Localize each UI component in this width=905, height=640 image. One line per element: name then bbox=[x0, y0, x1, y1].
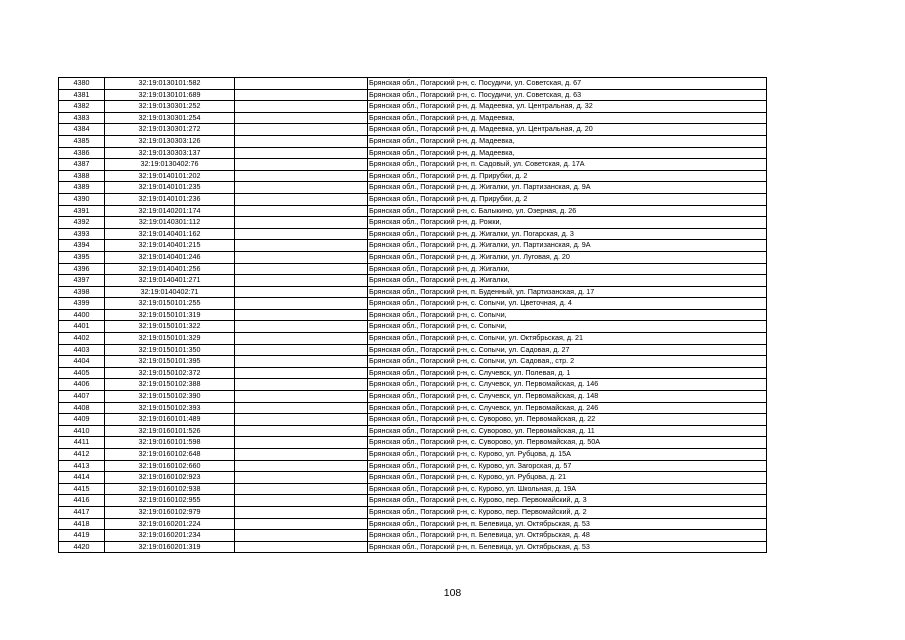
cadastral-number: 32:19:0160101:489 bbox=[105, 414, 235, 426]
empty-cell bbox=[235, 309, 368, 321]
empty-cell bbox=[235, 333, 368, 345]
address-cell: Брянская обл., Погарский р-н, с. Суворово, ул. Первомайская, д. 22 bbox=[368, 414, 767, 426]
table-row bbox=[59, 286, 767, 298]
row-number: 4391 bbox=[59, 205, 105, 217]
address-cell: Брянская обл., Погарский р-н, д. Мадеевка, bbox=[368, 112, 767, 124]
row-number: 4395 bbox=[59, 251, 105, 263]
row-number: 4409 bbox=[59, 414, 105, 426]
table-row bbox=[59, 228, 767, 240]
row-number: 4396 bbox=[59, 263, 105, 275]
address-cell: Брянская обл., Погарский р-н, п. Белевица, ул. Октябрьская, д. 48 bbox=[368, 530, 767, 542]
row-number: 4413 bbox=[59, 460, 105, 472]
address-cell: Брянская обл., Погарский р-н, д. Жигалки, ул. Партизанская, д. 9А bbox=[368, 182, 767, 194]
cadastral-number: 32:19:0140301:112 bbox=[105, 217, 235, 229]
cadastral-number: 32:19:0130303:126 bbox=[105, 135, 235, 147]
row-number: 4397 bbox=[59, 275, 105, 287]
row-number: 4381 bbox=[59, 89, 105, 101]
row-number: 4380 bbox=[59, 78, 105, 90]
row-number: 4418 bbox=[59, 518, 105, 530]
empty-cell bbox=[235, 518, 368, 530]
cadastral-number: 32:19:0140401:256 bbox=[105, 263, 235, 275]
address-cell: Брянская обл., Погарский р-н, д. Жигалки, ул. Партизанская, д. 9А bbox=[368, 240, 767, 252]
cadastral-number: 32:19:0150101:329 bbox=[105, 333, 235, 345]
cadastral-number: 32:19:0160101:598 bbox=[105, 437, 235, 449]
empty-cell bbox=[235, 530, 368, 542]
table-row bbox=[59, 414, 767, 426]
table-row bbox=[59, 309, 767, 321]
cadastral-number: 32:19:0130101:689 bbox=[105, 89, 235, 101]
cadastral-number: 32:19:0150101:319 bbox=[105, 309, 235, 321]
address-cell: Брянская обл., Погарский р-н, п. Белевица, ул. Октябрьская, д. 53 bbox=[368, 541, 767, 553]
empty-cell bbox=[235, 193, 368, 205]
address-cell: Брянская обл., Погарский р-н, с. Курово, ул. Школьная, д. 19А bbox=[368, 483, 767, 495]
table-row bbox=[59, 425, 767, 437]
cadastral-number: 32:19:0140101:236 bbox=[105, 193, 235, 205]
table-row bbox=[59, 193, 767, 205]
table-row bbox=[59, 333, 767, 345]
row-number: 4411 bbox=[59, 437, 105, 449]
address-cell: Брянская обл., Погарский р-н, с. Случевск, ул. Первомайская, д. 146 bbox=[368, 379, 767, 391]
row-number: 4405 bbox=[59, 367, 105, 379]
address-cell: Брянская обл., Погарский р-н, д. Жигалки, bbox=[368, 275, 767, 287]
page-number: 108 bbox=[443, 587, 462, 599]
row-number: 4410 bbox=[59, 425, 105, 437]
table-row bbox=[59, 530, 767, 542]
empty-cell bbox=[235, 78, 368, 90]
empty-cell bbox=[235, 275, 368, 287]
table-row bbox=[59, 344, 767, 356]
address-cell: Брянская обл., Погарский р-н, д. Прирубки, д. 2 bbox=[368, 170, 767, 182]
cadastral-number: 32:19:0160102:955 bbox=[105, 495, 235, 507]
row-number: 4389 bbox=[59, 182, 105, 194]
row-number: 4382 bbox=[59, 101, 105, 113]
empty-cell bbox=[235, 251, 368, 263]
address-cell: Брянская обл., Погарский р-н, с. Курово, пер. Первомайский, д. 2 bbox=[368, 506, 767, 518]
empty-cell bbox=[235, 240, 368, 252]
row-number: 4393 bbox=[59, 228, 105, 240]
row-number: 4417 bbox=[59, 506, 105, 518]
address-cell: Брянская обл., Погарский р-н, с. Посудичи, ул. Советская, д. 63 bbox=[368, 89, 767, 101]
cadastral-number: 32:19:0150102:390 bbox=[105, 391, 235, 403]
property-table bbox=[58, 77, 767, 553]
empty-cell bbox=[235, 321, 368, 333]
address-cell: Брянская обл., Погарский р-н, с. Сопычи, ул. Октябрьская, д. 21 bbox=[368, 333, 767, 345]
empty-cell bbox=[235, 89, 368, 101]
empty-cell bbox=[235, 217, 368, 229]
cadastral-number: 32:19:0140101:202 bbox=[105, 170, 235, 182]
table-row bbox=[59, 205, 767, 217]
table-row bbox=[59, 367, 767, 379]
table-row bbox=[59, 240, 767, 252]
empty-cell bbox=[235, 391, 368, 403]
table-row bbox=[59, 147, 767, 159]
address-cell: Брянская обл., Погарский р-н, с. Курово, пер. Первомайский, д. 3 bbox=[368, 495, 767, 507]
row-number: 4403 bbox=[59, 344, 105, 356]
table-row bbox=[59, 135, 767, 147]
empty-cell bbox=[235, 425, 368, 437]
table-row bbox=[59, 541, 767, 553]
table-row bbox=[59, 124, 767, 136]
cadastral-number: 32:19:0140401:162 bbox=[105, 228, 235, 240]
row-number: 4394 bbox=[59, 240, 105, 252]
empty-cell bbox=[235, 298, 368, 310]
cadastral-number: 32:19:0160102:923 bbox=[105, 472, 235, 484]
cadastral-number: 32:19:0160201:234 bbox=[105, 530, 235, 542]
cadastral-number: 32:19:0140402:71 bbox=[105, 286, 235, 298]
row-number: 4388 bbox=[59, 170, 105, 182]
row-number: 4408 bbox=[59, 402, 105, 414]
address-cell: Брянская обл., Погарский р-н, д. Мадеевка, ул. Центральная, д. 20 bbox=[368, 124, 767, 136]
cadastral-number: 32:19:0160102:660 bbox=[105, 460, 235, 472]
address-cell: Брянская обл., Погарский р-н, с. Случевск, ул. Полевая, д. 1 bbox=[368, 367, 767, 379]
address-cell: Брянская обл., Погарский р-н, с. Курово, ул. Загорская, д. 57 bbox=[368, 460, 767, 472]
empty-cell bbox=[235, 460, 368, 472]
table-row bbox=[59, 495, 767, 507]
empty-cell bbox=[235, 205, 368, 217]
empty-cell bbox=[235, 159, 368, 171]
cadastral-number: 32:19:0150102:372 bbox=[105, 367, 235, 379]
table-row bbox=[59, 298, 767, 310]
address-cell: Брянская обл., Погарский р-н, с. Курово, ул. Рубцова, д. 15А bbox=[368, 449, 767, 461]
address-cell: Брянская обл., Погарский р-н, с. Случевск, ул. Первомайская, д. 148 bbox=[368, 391, 767, 403]
address-cell: Брянская обл., Погарский р-н, с. Сопычи, ул. Садовая, д. 27 bbox=[368, 344, 767, 356]
empty-cell bbox=[235, 379, 368, 391]
address-cell: Брянская обл., Погарский р-н, д. Жигалки, ул. Погарская, д. 3 bbox=[368, 228, 767, 240]
address-cell: Брянская обл., Погарский р-н, с. Сопычи, bbox=[368, 309, 767, 321]
empty-cell bbox=[235, 414, 368, 426]
row-number: 4392 bbox=[59, 217, 105, 229]
address-cell: Брянская обл., Погарский р-н, с. Сопычи, ул. Садовая,, стр. 2 bbox=[368, 356, 767, 368]
cadastral-number: 32:19:0150101:395 bbox=[105, 356, 235, 368]
table-row bbox=[59, 391, 767, 403]
cadastral-number: 32:19:0150101:255 bbox=[105, 298, 235, 310]
cadastral-number: 32:19:0140201:174 bbox=[105, 205, 235, 217]
address-cell: Брянская обл., Погарский р-н, с. Суворово, ул. Первомайская, д. 11 bbox=[368, 425, 767, 437]
table-row bbox=[59, 251, 767, 263]
address-cell: Брянская обл., Погарский р-н, д. Жигалки, ул. Луговая, д. 20 bbox=[368, 251, 767, 263]
empty-cell bbox=[235, 135, 368, 147]
row-number: 4390 bbox=[59, 193, 105, 205]
row-number: 4412 bbox=[59, 449, 105, 461]
table-row bbox=[59, 506, 767, 518]
empty-cell bbox=[235, 344, 368, 356]
cadastral-number: 32:19:0140401:246 bbox=[105, 251, 235, 263]
cadastral-number: 32:19:0130301:254 bbox=[105, 112, 235, 124]
row-number: 4386 bbox=[59, 147, 105, 159]
table-row bbox=[59, 518, 767, 530]
table-row bbox=[59, 402, 767, 414]
table-row bbox=[59, 460, 767, 472]
address-cell: Брянская обл., Погарский р-н, д. Рожки, bbox=[368, 217, 767, 229]
row-number: 4385 bbox=[59, 135, 105, 147]
row-number: 4404 bbox=[59, 356, 105, 368]
table-row bbox=[59, 483, 767, 495]
cadastral-number: 32:19:0140401:271 bbox=[105, 275, 235, 287]
table-row bbox=[59, 472, 767, 484]
table-row bbox=[59, 78, 767, 90]
address-cell: Брянская обл., Погарский р-н, с. Сопычи, ул. Цветочная, д. 4 bbox=[368, 298, 767, 310]
empty-cell bbox=[235, 506, 368, 518]
row-number: 4384 bbox=[59, 124, 105, 136]
cadastral-number: 32:19:0150102:393 bbox=[105, 402, 235, 414]
cadastral-number: 32:19:0140101:235 bbox=[105, 182, 235, 194]
table-row bbox=[59, 449, 767, 461]
address-cell: Брянская обл., Погарский р-н, д. Мадеевка, bbox=[368, 147, 767, 159]
empty-cell bbox=[235, 483, 368, 495]
row-number: 4420 bbox=[59, 541, 105, 553]
address-cell: Брянская обл., Погарский р-н, п. Буденный, ул. Партизанская, д. 17 bbox=[368, 286, 767, 298]
empty-cell bbox=[235, 286, 368, 298]
cadastral-number: 32:19:0160101:526 bbox=[105, 425, 235, 437]
table-row bbox=[59, 89, 767, 101]
empty-cell bbox=[235, 147, 368, 159]
empty-cell bbox=[235, 472, 368, 484]
cadastral-number: 32:19:0160201:224 bbox=[105, 518, 235, 530]
address-cell: Брянская обл., Погарский р-н, д. Мадеевка, ул. Центральная, д. 32 bbox=[368, 101, 767, 113]
cadastral-number: 32:19:0140401:215 bbox=[105, 240, 235, 252]
cadastral-number: 32:19:0130402:76 bbox=[105, 159, 235, 171]
empty-cell bbox=[235, 112, 368, 124]
cadastral-number: 32:19:0160201:319 bbox=[105, 541, 235, 553]
row-number: 4415 bbox=[59, 483, 105, 495]
address-cell: Брянская обл., Погарский р-н, с. Сопычи, bbox=[368, 321, 767, 333]
address-cell: Брянская обл., Погарский р-н, с. Посудичи, ул. Советская, д. 67 bbox=[368, 78, 767, 90]
table-body bbox=[59, 78, 767, 553]
row-number: 4401 bbox=[59, 321, 105, 333]
row-number: 4399 bbox=[59, 298, 105, 310]
empty-cell bbox=[235, 495, 368, 507]
row-number: 4402 bbox=[59, 333, 105, 345]
empty-cell bbox=[235, 449, 368, 461]
table-row bbox=[59, 356, 767, 368]
row-number: 4416 bbox=[59, 495, 105, 507]
table-row bbox=[59, 275, 767, 287]
address-cell: Брянская обл., Погарский р-н, п. Садовый, ул. Советская, д. 17А bbox=[368, 159, 767, 171]
empty-cell bbox=[235, 101, 368, 113]
table-row bbox=[59, 182, 767, 194]
row-number: 4387 bbox=[59, 159, 105, 171]
table-row bbox=[59, 101, 767, 113]
cadastral-number: 32:19:0130303:137 bbox=[105, 147, 235, 159]
address-cell: Брянская обл., Погарский р-н, с. Курово, ул. Рубцова, д. 21 bbox=[368, 472, 767, 484]
empty-cell bbox=[235, 124, 368, 136]
address-cell: Брянская обл., Погарский р-н, д. Жигалки, bbox=[368, 263, 767, 275]
empty-cell bbox=[235, 263, 368, 275]
table-row bbox=[59, 437, 767, 449]
address-cell: Брянская обл., Погарский р-н, д. Прирубки, д. 2 bbox=[368, 193, 767, 205]
table-row bbox=[59, 170, 767, 182]
table-row bbox=[59, 379, 767, 391]
row-number: 4383 bbox=[59, 112, 105, 124]
cadastral-number: 32:19:0130301:272 bbox=[105, 124, 235, 136]
table-row bbox=[59, 217, 767, 229]
empty-cell bbox=[235, 356, 368, 368]
cadastral-number: 32:19:0150101:322 bbox=[105, 321, 235, 333]
row-number: 4400 bbox=[59, 309, 105, 321]
cadastral-number: 32:19:0150101:350 bbox=[105, 344, 235, 356]
table-row bbox=[59, 321, 767, 333]
table-row bbox=[59, 112, 767, 124]
address-cell: Брянская обл., Погарский р-н, с. Суворово, ул. Первомайская, д. 50А bbox=[368, 437, 767, 449]
empty-cell bbox=[235, 437, 368, 449]
table-row bbox=[59, 263, 767, 275]
empty-cell bbox=[235, 402, 368, 414]
empty-cell bbox=[235, 228, 368, 240]
address-cell: Брянская обл., Погарский р-н, п. Белевица, ул. Октябрьская, д. 53 bbox=[368, 518, 767, 530]
empty-cell bbox=[235, 367, 368, 379]
row-number: 4414 bbox=[59, 472, 105, 484]
row-number: 4419 bbox=[59, 530, 105, 542]
row-number: 4407 bbox=[59, 391, 105, 403]
empty-cell bbox=[235, 541, 368, 553]
address-cell: Брянская обл., Погарский р-н, с. Балыкино, ул. Озерная, д. 26 bbox=[368, 205, 767, 217]
table-row bbox=[59, 159, 767, 171]
cadastral-number: 32:19:0160102:979 bbox=[105, 506, 235, 518]
empty-cell bbox=[235, 182, 368, 194]
row-number: 4398 bbox=[59, 286, 105, 298]
cadastral-number: 32:19:0160102:938 bbox=[105, 483, 235, 495]
cadastral-number: 32:19:0130301:252 bbox=[105, 101, 235, 113]
cadastral-number: 32:19:0130101:582 bbox=[105, 78, 235, 90]
cadastral-number: 32:19:0150102:388 bbox=[105, 379, 235, 391]
address-cell: Брянская обл., Погарский р-н, с. Случевск, ул. Первомайская, д. 246 bbox=[368, 402, 767, 414]
address-cell: Брянская обл., Погарский р-н, д. Мадеевка, bbox=[368, 135, 767, 147]
row-number: 4406 bbox=[59, 379, 105, 391]
empty-cell bbox=[235, 170, 368, 182]
cadastral-number: 32:19:0160102:648 bbox=[105, 449, 235, 461]
